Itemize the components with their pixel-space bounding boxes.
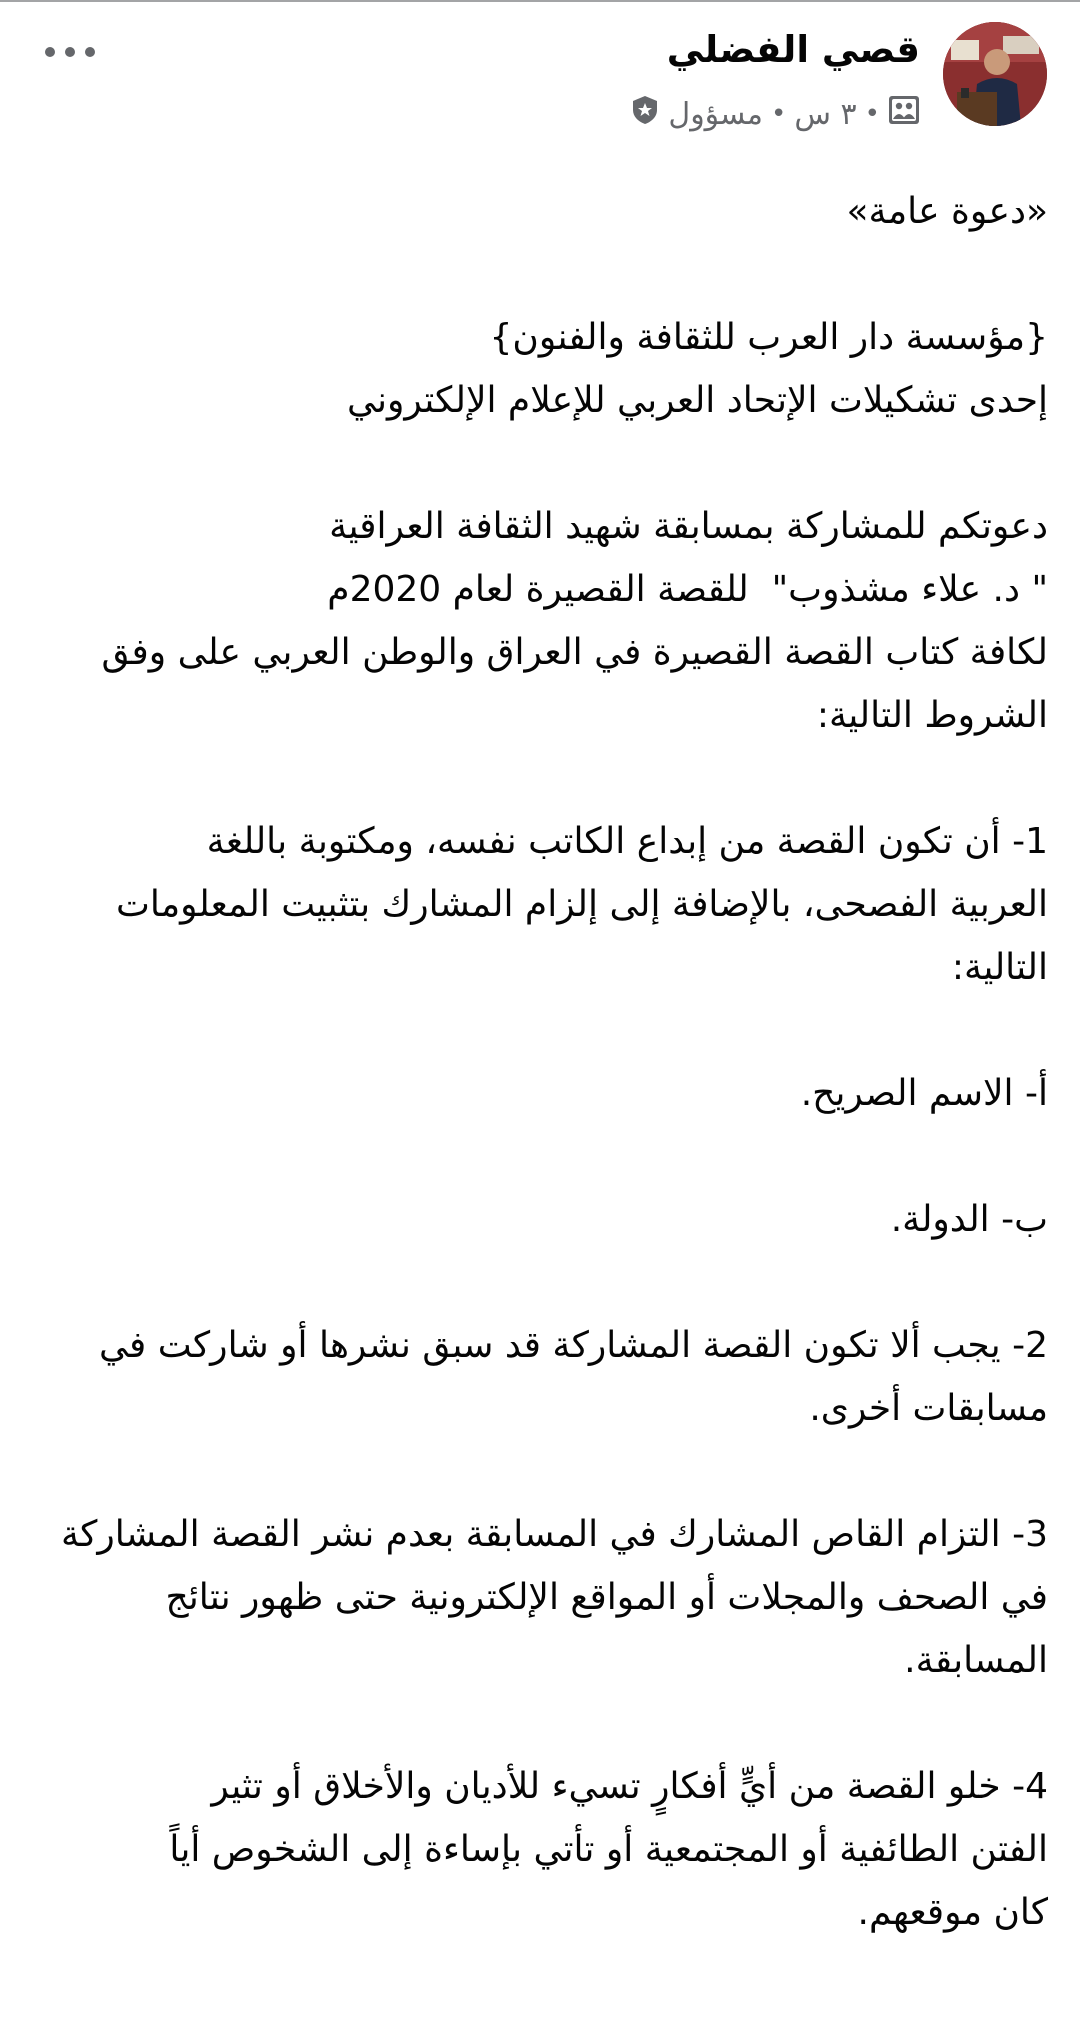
post-text-line: مسابقات أخرى. (809, 1388, 1048, 1429)
avatar-image (943, 22, 1047, 126)
group-members-icon[interactable] (888, 95, 920, 133)
post-text-line: إحدى تشكيلات الإتحاد العربي للإعلام الإلكتروني (346, 380, 1048, 421)
blank-line (28, 432, 1048, 495)
post-text-line: 2- يجب ألا تكون القصة المشاركة قد سبق نشرها أو شاركت في (99, 1325, 1048, 1366)
post-text-line: «دعوة عامة» (846, 191, 1048, 232)
post-text-line: كان موقعهم. (857, 1892, 1048, 1933)
post-text-line: أ- الاسم الصريح. (800, 1073, 1048, 1114)
post-text-line: 3- التزام القاص المشارك في المسابقة بعدم نشر القصة المشاركة (60, 1514, 1048, 1555)
blank-line (28, 1125, 1048, 1188)
blank-line (28, 999, 1048, 1062)
post-text-line: {مؤسسة دار العرب للثقافة والفنون} (489, 317, 1048, 358)
blank-line (28, 1692, 1048, 1755)
author-avatar[interactable] (943, 22, 1047, 126)
post-text-line: الشروط التالية: (816, 695, 1048, 736)
post-text-line: 1- أن تكون القصة من إبداع الكاتب نفسه، ومكتوبة باللغة (206, 821, 1048, 862)
shield-star-icon (630, 94, 660, 134)
blank-line (28, 747, 1048, 810)
more-options-icon[interactable] (42, 32, 98, 72)
separator-dot: • (864, 99, 880, 129)
post-text (28, 180, 1048, 2007)
blank-line (28, 243, 1048, 306)
post-text-line: التالية: (951, 947, 1048, 988)
blank-line (28, 1944, 1048, 2007)
role-label[interactable]: مسؤول (668, 96, 764, 132)
author-name[interactable]: قصي الفضلي (666, 28, 920, 71)
blank-line (28, 1251, 1048, 1314)
top-divider (0, 0, 1080, 2)
post-text-line: 4- خلو القصة من أيٍّ أفكارٍ تسيء للأديان والأخلاق أو تثير (211, 1766, 1048, 1807)
post-text-line: المسابقة. (904, 1640, 1048, 1681)
post-text-line: العربية الفصحى، بالإضافة إلى إلزام المشارك بتثبيت المعلومات (116, 884, 1048, 925)
separator-dot: • (771, 99, 787, 129)
post-header (0, 18, 1080, 148)
post-text-line: " د. علاء مشذوب" للقصة القصيرة لعام 2020م (327, 569, 1048, 610)
post-text-line: ب- الدولة. (890, 1199, 1048, 1240)
post-time[interactable]: ٣ س (794, 96, 857, 132)
blank-line (28, 1440, 1048, 1503)
post-text-line: دعوتكم للمشاركة بمسابقة شهيد الثقافة العراقية (329, 506, 1048, 547)
post-meta (630, 92, 920, 136)
post-text-line: لكافة كتاب القصة القصيرة في العراق والوطن العربي على وفق (101, 632, 1048, 673)
post-text-line: في الصحف والمجلات أو المواقع الإلكترونية حتى ظهور نتائج (165, 1577, 1048, 1618)
post-text-line: الفتن الطائفية أو المجتمعية أو تأتي بإساءة إلى الشخوص أياً (169, 1829, 1048, 1870)
